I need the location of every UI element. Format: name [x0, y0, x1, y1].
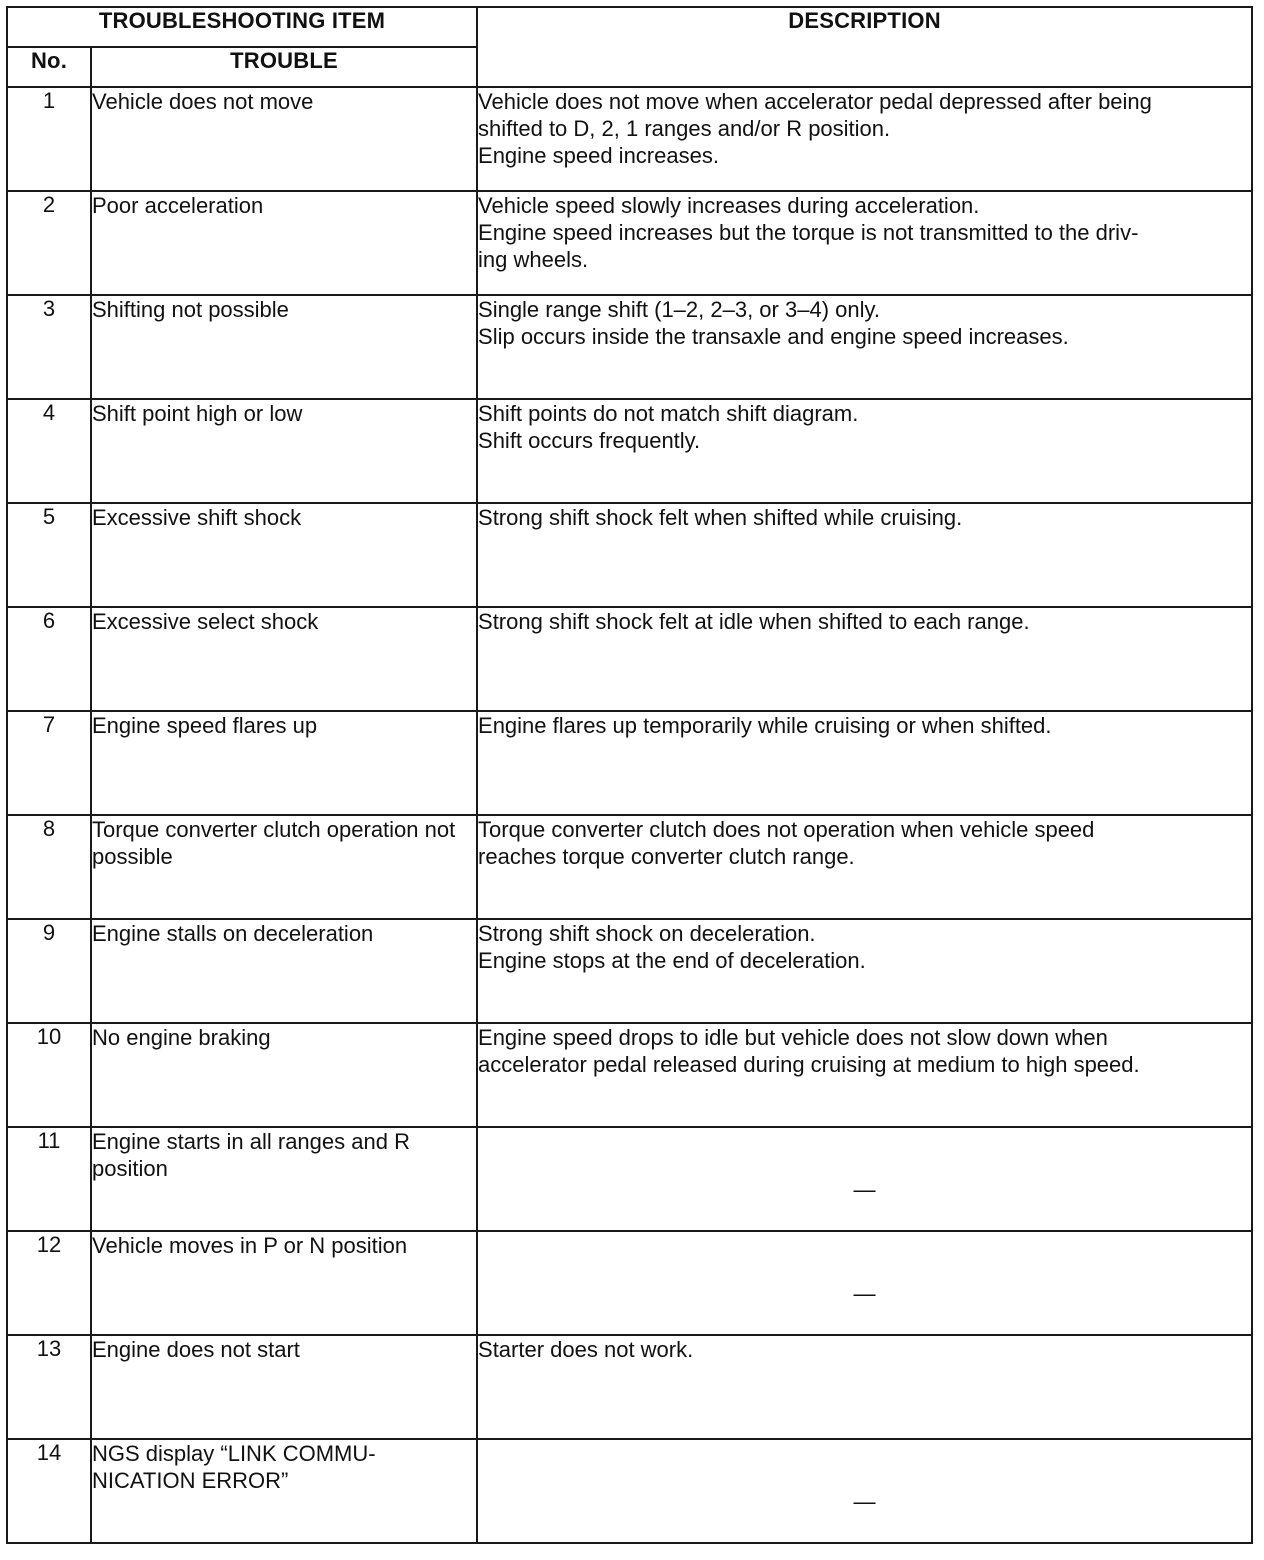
- row-description: [477, 399, 1252, 503]
- description-dash: —: [853, 1176, 876, 1202]
- row-number: 13: [7, 1335, 91, 1439]
- description-line: Engine stops at the end of deceleration.: [478, 948, 866, 973]
- row-description: [477, 1127, 1252, 1231]
- table-body: [7, 87, 1252, 1543]
- row-description: [477, 815, 1252, 919]
- table-row: [7, 919, 1252, 1023]
- description-line: reaches torque converter clutch range.: [478, 844, 855, 869]
- row-description: [477, 1231, 1252, 1335]
- row-trouble: Engine stalls on deceleration: [91, 919, 477, 1023]
- table-row: [7, 607, 1252, 711]
- row-trouble: NGS display “LINK COMMU-NICATION ERROR”: [91, 1439, 477, 1543]
- row-number: 3: [7, 295, 91, 399]
- description-line: Strong shift shock felt when shifted while cruising.: [478, 505, 963, 530]
- row-number: 9: [7, 919, 91, 1023]
- row-number: 14: [7, 1439, 91, 1543]
- row-trouble: Engine starts in all ranges and R position: [91, 1127, 477, 1231]
- table-row: [7, 503, 1252, 607]
- description-line: Starter does not work.: [478, 1337, 694, 1362]
- description-line: Strong shift shock felt at idle when shifted to each range.: [478, 609, 1030, 634]
- description-dash: —: [853, 1488, 876, 1514]
- table-row: [7, 1023, 1252, 1127]
- table-row: [7, 1439, 1252, 1543]
- trouble-header: TROUBLE: [91, 47, 477, 87]
- table-row: [7, 711, 1252, 815]
- description-line: Shift occurs frequently.: [478, 428, 701, 453]
- row-description: [477, 87, 1252, 191]
- description-line: Vehicle does not move when accelerator pedal depressed after being: [478, 89, 1152, 114]
- row-trouble: Poor acceleration: [91, 191, 477, 295]
- row-description: [477, 607, 1252, 711]
- row-description: [477, 191, 1252, 295]
- row-description: [477, 1023, 1252, 1127]
- row-description: [477, 503, 1252, 607]
- table-row: [7, 295, 1252, 399]
- description-line: Engine speed increases.: [478, 143, 719, 168]
- description-line: Vehicle speed slowly increases during acceleration.: [478, 193, 980, 218]
- row-number: 11: [7, 1127, 91, 1231]
- description-line: Strong shift shock on deceleration.: [478, 921, 816, 946]
- row-number: 8: [7, 815, 91, 919]
- row-trouble: Shift point high or low: [91, 399, 477, 503]
- row-number: 10: [7, 1023, 91, 1127]
- row-trouble: No engine braking: [91, 1023, 477, 1127]
- description-line: Engine speed drops to idle but vehicle does not slow down when: [478, 1025, 1108, 1050]
- description-line: Torque converter clutch does not operation when vehicle speed: [478, 817, 1095, 842]
- row-trouble: Vehicle moves in P or N position: [91, 1231, 477, 1335]
- row-description: [477, 295, 1252, 399]
- row-number: 4: [7, 399, 91, 503]
- row-trouble: Excessive shift shock: [91, 503, 477, 607]
- row-number: 12: [7, 1231, 91, 1335]
- troubleshooting-item-header: TROUBLESHOOTING ITEM: [7, 7, 477, 47]
- description-line: Shift points do not match shift diagram.: [478, 401, 859, 426]
- description-line: ing wheels.: [478, 247, 589, 272]
- description-line: Engine flares up temporarily while cruising or when shifted.: [478, 713, 1052, 738]
- description-line: accelerator pedal released during cruising at medium to high speed.: [478, 1052, 1140, 1077]
- description-line: Single range shift (1–2, 2–3, or 3–4) only.: [478, 297, 880, 322]
- table-row: [7, 1231, 1252, 1335]
- table-row: [7, 815, 1252, 919]
- row-trouble: Excessive select shock: [91, 607, 477, 711]
- header-row-top: [7, 7, 1252, 47]
- description-line: Slip occurs inside the transaxle and engine speed increases.: [478, 324, 1069, 349]
- table-row: [7, 87, 1252, 191]
- description-line: Engine speed increases but the torque is not transmitted to the driv-: [478, 220, 1139, 245]
- row-description: [477, 1335, 1252, 1439]
- row-trouble: Shifting not possible: [91, 295, 477, 399]
- row-number: 6: [7, 607, 91, 711]
- table-header: [7, 7, 1252, 87]
- row-trouble: Engine speed flares up: [91, 711, 477, 815]
- table-row: [7, 399, 1252, 503]
- row-trouble: Torque converter clutch operation not possible: [91, 815, 477, 919]
- description-dash: —: [853, 1280, 876, 1306]
- table-row: [7, 191, 1252, 295]
- row-trouble: Engine does not start: [91, 1335, 477, 1439]
- row-description: [477, 711, 1252, 815]
- table-row: [7, 1127, 1252, 1231]
- description-line: shifted to D, 2, 1 ranges and/or R position.: [478, 116, 891, 141]
- row-description: [477, 1439, 1252, 1543]
- description-header: DESCRIPTION: [477, 7, 1252, 87]
- row-number: 2: [7, 191, 91, 295]
- troubleshooting-table: [6, 6, 1253, 1544]
- row-trouble: Vehicle does not move: [91, 87, 477, 191]
- table-row: [7, 1335, 1252, 1439]
- row-number: 5: [7, 503, 91, 607]
- no-header: No.: [7, 47, 91, 87]
- row-number: 7: [7, 711, 91, 815]
- row-description: [477, 919, 1252, 1023]
- row-number: 1: [7, 87, 91, 191]
